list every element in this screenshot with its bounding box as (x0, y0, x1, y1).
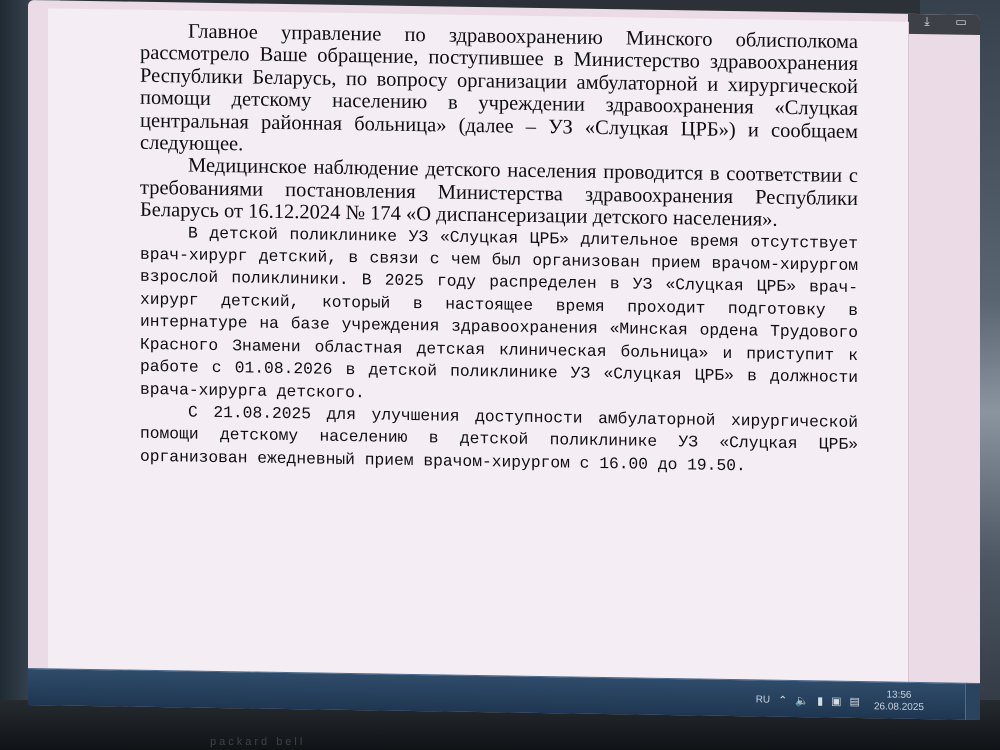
chevron-up-icon[interactable]: ⌃ (778, 693, 788, 707)
language-indicator[interactable]: RU (755, 693, 771, 706)
document-body (140, 20, 858, 479)
download-icon[interactable]: ⤓ (924, 14, 930, 29)
paragraph-2: Медицинское наблюдение детского населения проводится в соответствии с требованиями постановления Министерства здравоохранения Республики Беларусь от 16.12.2024 № 174 «О диспансеризации детского населения». (140, 154, 858, 232)
paragraph-3: В детской поликлинике УЗ «Слуцкая ЦРБ» длительное время отсутствует врач-хирург детский, в связи с чем был организован прием врачом-хирургом взрослой поликлиники. В 2025 году распределен в УЗ «Слуцкая ЦРБ» врач-хирург детский, который в настоящее время проходит подготовку в интернатуре на базе учреждения здравоохранения «Минская ордена Трудового Красного Знамени областная детская клиническая больница» и приступит к работе с 01.08.2026 в детской поликлинике УЗ «Слуцкая ЦРБ» в должности врача-хирурга детского. (140, 223, 858, 402)
restore-icon[interactable]: ▭ (955, 14, 967, 29)
show-desktop-button[interactable] (965, 684, 980, 720)
window-controls (908, 14, 980, 35)
monitor-brand-logo: packard bell (210, 736, 306, 748)
clock[interactable] (874, 689, 924, 714)
monitor-screen (28, 0, 980, 720)
clock-date: 26.08.2025 (873, 701, 924, 714)
clock-time: 13:56 (886, 689, 912, 701)
notification-icon[interactable]: ▣ (831, 694, 842, 708)
speaker-icon[interactable]: 🔈 (795, 693, 810, 707)
paragraph-4: С 21.08.2025 для улучшения доступности амбулаторной хирургической помощи детскому населению в детской поликлинике УЗ «Слуцкая ЦРБ» организован ежедневный прием врачом-хирургом с 16.00 до 19.50. (140, 402, 858, 475)
keyboard-icon[interactable]: ▤ (849, 694, 860, 708)
document-page (48, 8, 909, 682)
network-icon[interactable]: ▮ (817, 693, 824, 707)
system-tray (756, 684, 924, 717)
paragraph-1: Главное управление по здравоохранению Минского облисполкома рассмотрело Ваше обращение, поступившее в Министерство здравоохранения Республики Беларусь, по вопросу организации амбулаторной и хирургической помощи детскому населению в учреждении здравоохранения «Слуцкая центральная районная больница» (далее – УЗ «Слуцкая ЦРБ») и сообщаем следующее. (140, 20, 858, 156)
